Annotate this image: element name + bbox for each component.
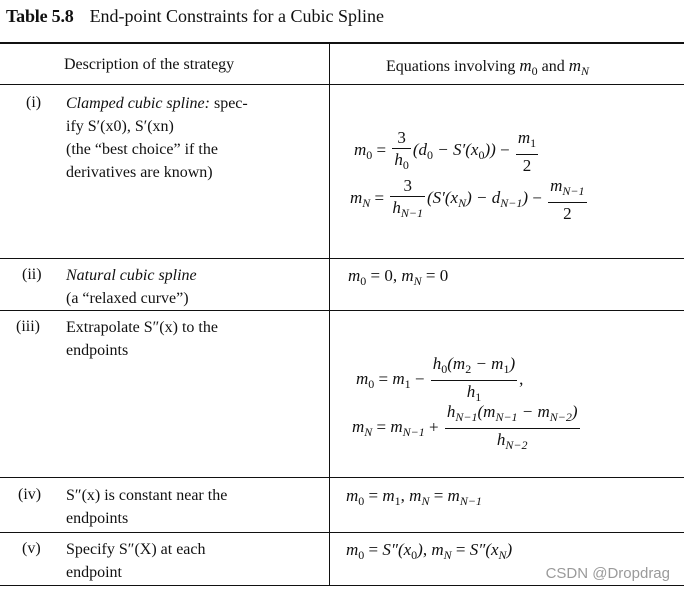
- header-equations-prefix: Equations involving: [386, 58, 520, 75]
- row-iii-equation-m0: $m_0 = m_1$ − $\frac{h_0(m_2 - m_1)}{h_1}$ ,: [356, 354, 524, 404]
- row-ii-description: [66, 264, 197, 310]
- row-i-equation-m0: $m_0$ = $\frac{3}{h_0}$ $(d_0 - S'(x_0))$ − $\frac{m_1}{2}$: [354, 128, 537, 175]
- row-ii-numeral: (ii): [22, 266, 42, 283]
- row-ii-italic-label: Natural cubic spline: [66, 267, 197, 284]
- row-v-description: [66, 538, 206, 584]
- row-i-line1: [66, 92, 248, 115]
- row-i-equation-mN: $m_N$ = $\frac{3}{h_{N-1}}$ $(S'(x_N) - d_{N-1})$ − $\frac{m_{N-1}}{2}$: [350, 176, 585, 223]
- watermark: CSDN @Dropdrag: [545, 565, 670, 582]
- row-i-italic-label: Clamped cubic spline:: [66, 95, 210, 112]
- row-v-line1: Specify S″(X) at each: [66, 541, 206, 558]
- row-i-line2: ify S′(x0), S′(xn): [66, 118, 174, 135]
- row-iv-line2: endpoints: [66, 510, 129, 527]
- row-iv-description: [66, 484, 227, 530]
- header-description: Description of the strategy: [64, 56, 235, 73]
- row-v-equation: $m_0 = S''(x_0)$, $m_N = S''(x_N)$: [346, 540, 513, 562]
- row-i-description: [66, 92, 248, 184]
- row-ii-line1: [66, 264, 197, 287]
- header-equations-and: and: [537, 58, 569, 75]
- table-title: End-point Constraints for a Cubic Spline: [89, 6, 385, 26]
- column-divider: [329, 44, 330, 585]
- row-iv-equation: $m_0 = m_1$, $m_N = m_{N-1}$: [346, 486, 482, 508]
- row-iii-line2: endpoints: [66, 342, 129, 359]
- row-v-line2: endpoint: [66, 564, 122, 581]
- row-divider-1: [0, 258, 684, 259]
- header-equations: [386, 56, 589, 79]
- row-i-line1-rest: spec-: [209, 95, 248, 112]
- row-ii-line2: (a “relaxed curve”): [66, 290, 189, 307]
- top-rule: [0, 42, 684, 44]
- row-iii-description: [66, 316, 218, 362]
- row-divider-4: [0, 532, 684, 533]
- row-ii-equation: $m_0 = 0$, $m_N = 0$: [348, 266, 449, 288]
- row-divider-3: [0, 477, 684, 478]
- row-iv-numeral: (iv): [18, 486, 42, 503]
- table-caption: [6, 6, 384, 32]
- row-divider-2: [0, 310, 684, 311]
- row-iii-line1: Extrapolate S″(x) to the: [66, 319, 218, 336]
- row-iii-numeral: (iii): [16, 318, 40, 335]
- row-iii-equation-mN: $m_N = m_{N-1}$ + $\frac{h_{N-1}(m_{N-1} - m_{N-2})}{h_{N-2}}$: [352, 402, 578, 452]
- header-mN: $m_N$: [568, 56, 590, 78]
- header-m0: $m_0$: [519, 56, 538, 78]
- row-i-numeral: (i): [26, 94, 42, 111]
- header-rule: [0, 84, 684, 85]
- row-v-numeral: (v): [22, 540, 41, 557]
- bottom-rule: [0, 585, 684, 586]
- table-number: Table 5.8: [6, 6, 74, 26]
- row-iv-line1: S″(x) is constant near the: [66, 487, 228, 504]
- row-i-line4: derivatives are known): [66, 164, 213, 181]
- row-i-line3: (the “best choice” if the: [66, 141, 218, 158]
